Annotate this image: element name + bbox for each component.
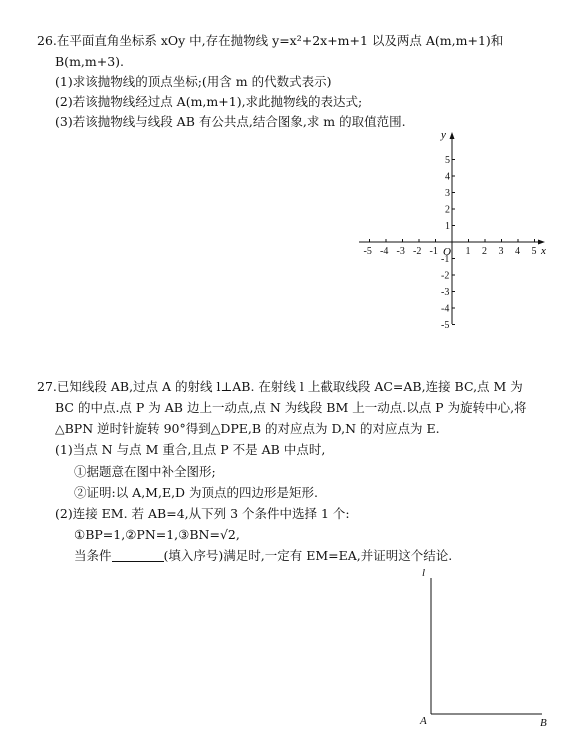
x-tick-label: 4 bbox=[515, 246, 520, 257]
q27-line2: BC 的中点.点 P 为 AB 边上一动点,点 N 为线段 BM 上一动点.以点 P 为旋转中心,将 bbox=[55, 400, 527, 415]
label-l: l bbox=[422, 567, 426, 579]
q26-sub3: (3)若该抛物线与线段 AB 有公共点,结合图象,求 m 的取值范围. bbox=[55, 114, 406, 129]
y-axis-label: y bbox=[441, 129, 446, 141]
right-angle-figure bbox=[410, 562, 570, 742]
x-tick-label: -2 bbox=[413, 246, 422, 257]
q26-line1: 26.在平面直角坐标系 xOy 中,存在抛物线 y=x²+2x+m+1 以及两点 A(m,m+1)和 bbox=[37, 33, 504, 48]
q27-when-line bbox=[74, 548, 452, 564]
q27-line1: 27.已知线段 AB,过点 A 的射线 l⊥AB. 在射线 l 上截取线段 AC=AB,连接 BC,点 M 为 bbox=[37, 379, 523, 394]
y-tick-label: 4 bbox=[445, 171, 450, 183]
coordinate-axes bbox=[355, 128, 555, 328]
x-tick-label: -4 bbox=[380, 246, 389, 257]
q27-conditions: ①BP=1,②PN=1,③BN=√2, bbox=[74, 527, 240, 542]
y-tick-label: -3 bbox=[441, 287, 450, 298]
y-tick-label: -2 bbox=[441, 270, 450, 282]
origin-label: O bbox=[443, 246, 451, 258]
y-tick-label: -1 bbox=[441, 254, 450, 265]
x-tick-label: 3 bbox=[498, 246, 504, 257]
y-tick-label: 1 bbox=[445, 221, 450, 232]
y-tick-label: 2 bbox=[445, 204, 450, 216]
q27-part1: (1)当点 N 与点 M 重合,且点 P 不是 AB 中点时, bbox=[55, 442, 326, 457]
x-axis-label: x bbox=[541, 245, 546, 257]
y-tick-label: 3 bbox=[445, 188, 450, 199]
y-tick-label: -4 bbox=[441, 303, 450, 315]
q26-sub2: (2)若该抛物线经过点 A(m,m+1),求此抛物线的表达式; bbox=[55, 94, 363, 109]
x-tick-label: -5 bbox=[363, 246, 372, 257]
q27-part1-a: ①据题意在图中补全图形; bbox=[74, 464, 216, 479]
when-suffix: (填入序号)满足时,一定有 EM=EA,并证明这个结论. bbox=[163, 548, 453, 563]
x-tick-label: -3 bbox=[396, 246, 405, 257]
q27-line3: △BPN 逆时针旋转 90°得到△DPE,B 的对应点为 D,N 的对应点为 E. bbox=[55, 421, 440, 436]
x-tick-label: 5 bbox=[531, 246, 537, 257]
y-tick-label: -5 bbox=[441, 320, 450, 328]
q26-line2: B(m,m+3). bbox=[55, 54, 125, 69]
x-tick-label: -1 bbox=[429, 246, 438, 257]
answer-blank[interactable] bbox=[112, 549, 164, 562]
label-A: A bbox=[420, 715, 427, 727]
q26-sub1: (1)求该抛物线的顶点坐标;(用含 m 的代数式表示) bbox=[55, 74, 332, 89]
y-tick-label: 5 bbox=[445, 155, 450, 166]
x-tick-label: 2 bbox=[482, 246, 487, 257]
q27-part1-b: ②证明:以 A,M,E,D 为顶点的四边形是矩形. bbox=[74, 485, 319, 500]
label-B: B bbox=[540, 717, 547, 729]
when-prefix: 当条件 bbox=[74, 548, 112, 563]
x-tick-label: 1 bbox=[465, 246, 471, 257]
q27-part2: (2)连接 EM. 若 AB=4,从下列 3 个条件中选择 1 个: bbox=[55, 506, 350, 521]
